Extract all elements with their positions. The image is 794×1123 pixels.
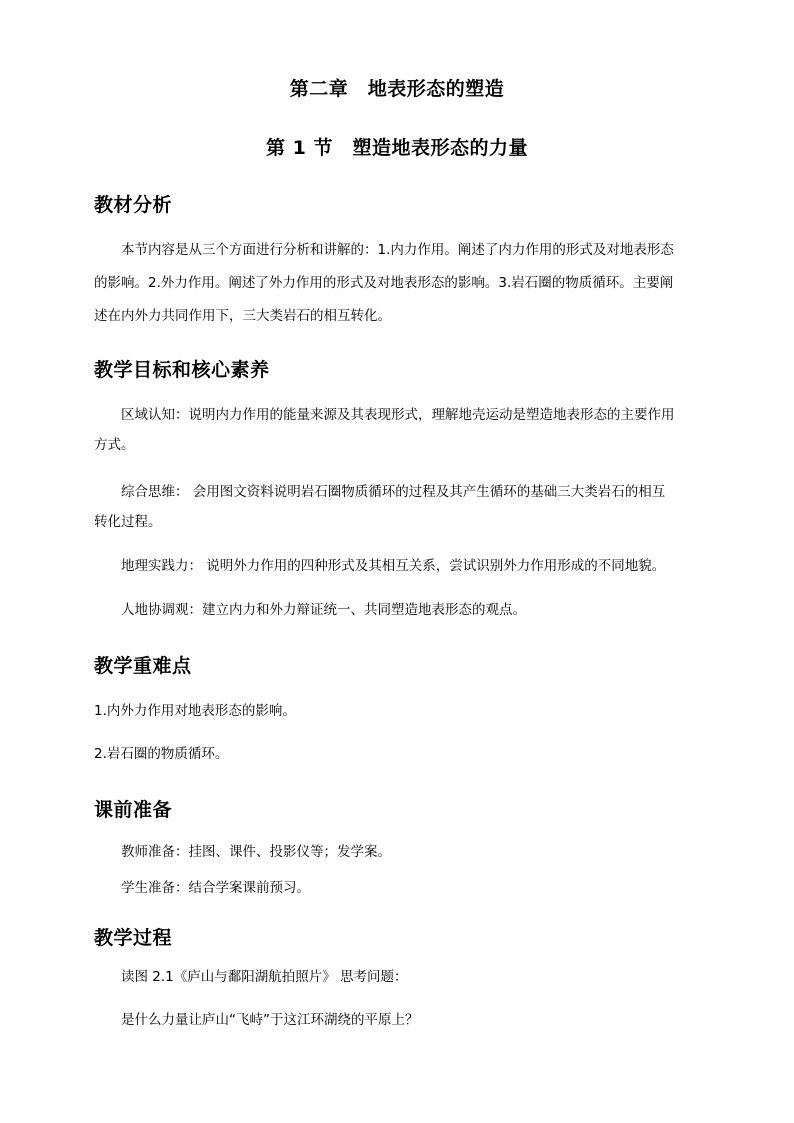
objective-3-line-1: 地理实践力： 说明外力作用的四种形式及其相互关系，尝试识别外力作用形成的不同地貌。 xyxy=(121,558,666,574)
chapter-title: 第二章 地表形态的塑造 xyxy=(289,78,505,100)
objective-4-line-1: 人地协调观：建立内力和外力辩证统一、共同塑造地表形态的观点。 xyxy=(121,602,526,618)
section-title: 第 1 节 塑造地表形态的力量 xyxy=(266,137,528,159)
process-line-1: 读图 2.1《庐山与鄱阳湖航拍照片》 思考问题： xyxy=(121,969,408,985)
analysis-line-2: 的影响。2.外力作用。阐述了外力作用的形式及对地表形态的影响。3.岩石圈的物质循环。主要阐 xyxy=(94,275,674,291)
objective-2-line-1: 综合思维： 会用图文资料说明岩石圈物质循环的过程及其产生循环的基础三大类岩石的相互 xyxy=(121,484,666,500)
key-point-1: 1.内外力作用对地表形态的影响。 xyxy=(94,703,296,719)
preparation-teacher: 教师准备：挂图、课件、投影仪等；发学案。 xyxy=(121,844,391,860)
analysis-line-3: 述在内外力共同作用下，三大类岩石的相互转化。 xyxy=(94,308,391,324)
heading-process: 教学过程 xyxy=(94,927,173,949)
heading-preparation: 课前准备 xyxy=(94,799,173,821)
preparation-student: 学生准备：结合学案课前预习。 xyxy=(121,880,310,896)
objective-2-line-2: 转化过程。 xyxy=(94,514,162,530)
objective-1-line-1: 区域认知：说明内力作用的能量来源及其表现形式，理解地壳运动是塑造地表形态的主要作用 xyxy=(121,407,675,423)
heading-analysis: 教材分析 xyxy=(94,194,173,216)
heading-key-points: 教学重难点 xyxy=(94,655,192,677)
heading-objectives: 教学目标和核心素养 xyxy=(94,359,270,381)
analysis-line-1: 本节内容是从三个方面进行分析和讲解的：1.内力作用。阐述了内力作用的形式及对地表形态 xyxy=(121,242,674,258)
objective-1-line-2: 方式。 xyxy=(94,437,135,453)
key-point-2: 2.岩石圈的物质循环。 xyxy=(94,746,229,762)
process-line-2: 是什么力量让庐山“飞峙”于这江环湖绕的平原上？ xyxy=(121,1012,419,1028)
